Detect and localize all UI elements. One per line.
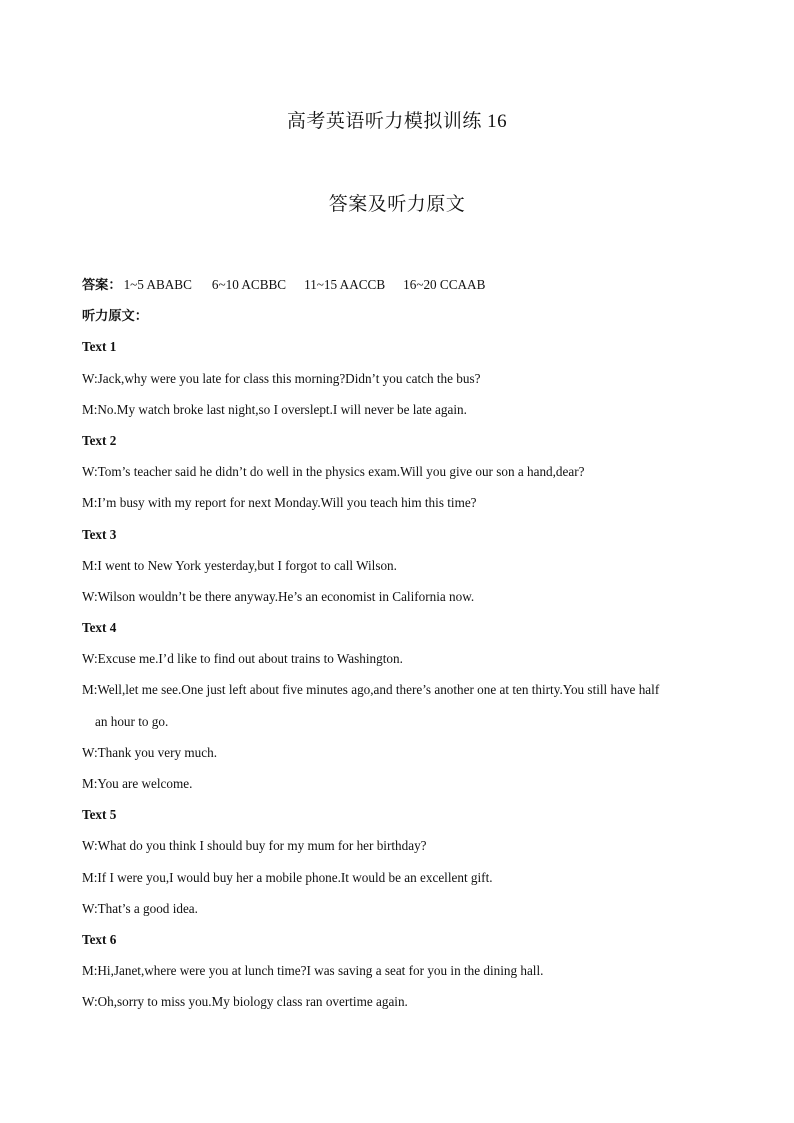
dialogue-line: W:What do you think I should buy for my mum for her birthday?	[82, 838, 427, 854]
text-heading: Text 6	[82, 931, 117, 947]
dialogue-line: M:I’m busy with my report for next Monday.Will you teach him this time?	[82, 495, 477, 511]
dialogue-line: W:That’s a good idea.	[82, 900, 198, 916]
page-title: 高考英语听力模拟训练 16	[286, 111, 508, 132]
answer-key	[82, 269, 722, 300]
text-heading: Text 2	[82, 432, 117, 448]
dialogue-line: M:No.My watch broke last night,so I overslept.I will never be late again.	[82, 401, 467, 417]
answer-key-label: 答案：	[82, 277, 122, 292]
text-heading: Text 1	[82, 339, 117, 355]
dialogue-line-continuation: an hour to go.	[95, 713, 169, 729]
dialogue-line: W:Oh,sorry to miss you.My biology class ran overtime again.	[82, 994, 408, 1010]
dialogue-line: W:Thank you very much.	[82, 744, 218, 760]
text-heading: Text 5	[82, 807, 117, 823]
transcript	[82, 331, 722, 1017]
dialogue-line: W:Wilson wouldn’t be there anyway.He’s an economist in California now.	[82, 588, 475, 604]
page-subtitle: 答案及听力原文	[328, 194, 466, 215]
dialogue-line: M:Hi,Janet,where were you at lunch time?I was saving a seat for you in the dining hall.	[82, 963, 544, 979]
dialogue-line: W:Jack,why were you late for class this morning?Didn’t you catch the bus?	[82, 370, 481, 386]
dialogue-line: W:Tom’s teacher said he didn’t do well in the physics exam.Will you give our son a hand,dear?	[82, 464, 585, 480]
dialogue-line: M:You are welcome.	[82, 776, 193, 791]
text-heading: Text 4	[82, 620, 117, 636]
dialogue-line: M:Well,let me see.One just left about five minutes ago,and there’s another one at ten thirty.You still have half	[82, 682, 660, 698]
transcript-label: 听力原文：	[82, 308, 148, 324]
answer-group: 6~10 ACBBC	[211, 277, 287, 292]
dialogue-line: M:If I were you,I would buy her a mobile phone.It would be an excellent gift.	[82, 869, 493, 885]
document-body	[82, 269, 722, 1018]
answer-group: 1~5 ABABC	[123, 277, 192, 292]
dialogue-line: M:I went to New York yesterday,but I forgot to call Wilson.	[82, 557, 397, 573]
text-heading: Text 3	[82, 526, 117, 542]
answer-group: 11~15 AACCB	[304, 277, 386, 292]
answer-group: 16~20 CCAAB	[403, 277, 486, 292]
dialogue-line: W:Excuse me.I’d like to find out about trains to Washington.	[82, 651, 403, 667]
